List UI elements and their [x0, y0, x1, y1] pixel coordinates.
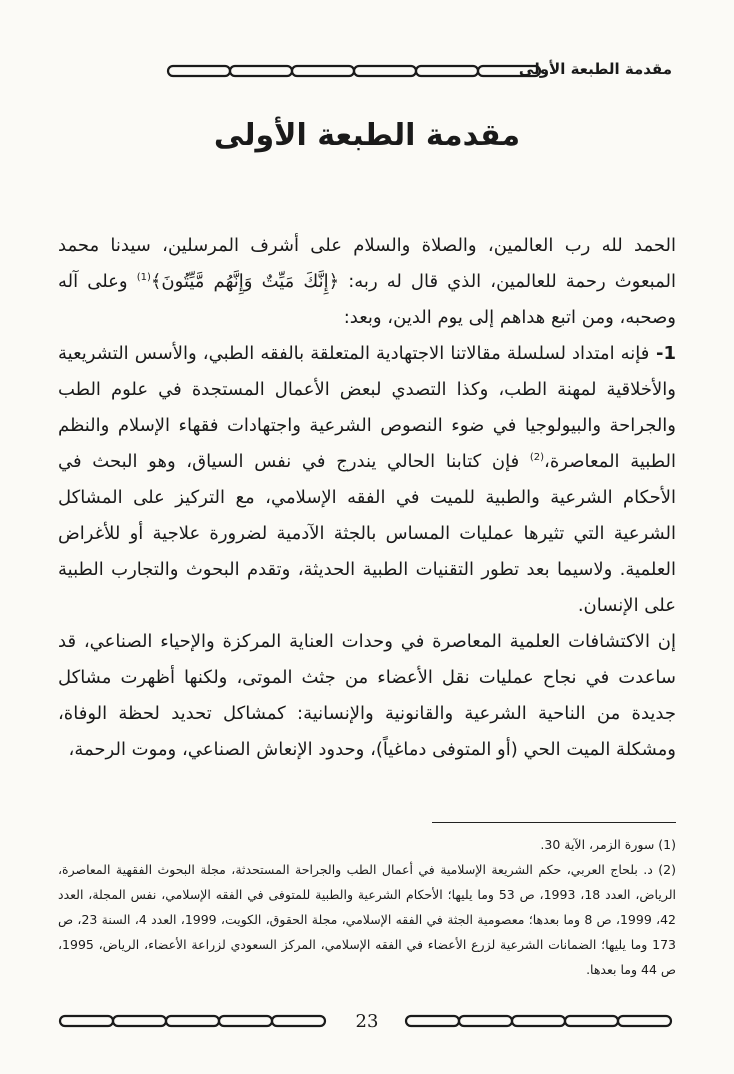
paragraph-2-text-a: فإنه امتداد لسلسلة مقالاتنا الاجتهادية المتعلقة بالفقه الطبي، والأسس التشريعية والأخلاقية لمهنة الطب، وكذا التصدي لبعض الأعمال المستجدة في علوم الطب والجراحة والبيولوجيا في ضوء النصوص الشرعية واجتهادات فقهاء الإسلام والنظم الطبية المعاصرة،	[58, 343, 676, 472]
paragraph-2-text-b: فإن كتابنا الحالي يندرج في نفس السياق، وهو البحث في الأحكام الشرعية والطبية للميت في الفقه الإسلامي، مع التركيز على المشاكل الشرعية التي تثيرها عمليات المساس بالجثة الآدمية لضرورة علاجية أو للأغراض العلمية. ولاسيما بعد تطور التقنيات الطبية الحديثة، وتقدم البحوث والتجارب الطبية على الإنسان.	[58, 451, 676, 616]
quran-verse: ﴿إِنَّكَ مَيِّتٌ وَإِنَّهُم مَّيِّتُونَ﴾	[150, 271, 340, 292]
footnote-separator	[432, 822, 676, 823]
body-text	[58, 228, 676, 768]
footer-ornament-left	[58, 1014, 328, 1028]
header-ornament	[166, 64, 546, 78]
page-title: مقدمة الطبعة الأولى	[213, 118, 521, 153]
footnote-ref-2: (2)	[529, 452, 545, 463]
footnotes	[58, 832, 676, 982]
paragraph-2	[58, 336, 676, 624]
footer-ornament-right	[404, 1014, 676, 1028]
paragraph-3: إن الاكتشافات العلمية المعاصرة في وحدات العناية المركزة والإحياء الصناعي، قد ساعدت في نجاح عمليات نقل الأعضاء من جثث الموتى، ولكنها أظهرت مشاكل جديدة من الناحية الشرعية والقانونية والإنسانية: كمشاكل تحديد لحظة الوفاة، ومشكلة الميت الحي (أو المتوفى دماغياً)، وحدود الإنعاش الصناعي، وموت الرحمة،	[58, 631, 676, 760]
footnote-2: (2) د. بلحاج العربي، حكم الشريعة الإسلامية في أعمال الطب والجراحة المستحدثة، مجلة البحوث الفقهية المعاصرة، الرياض، العدد 18، 1993، ص 53 وما يليها؛ الأحكام الشرعية والطبية للمتوفى في الفقه الإسلامي، نفس المجلة، العدد 42، 1999، ص 8 وما بعدها؛ معصومية الجثة في الفقه الإسلامي، مجلة الحقوق، الكويت، 1999، العدد 4، السنة 23، ص 173 وما يليها؛ الضمانات الشرعية لزرع الأعضاء في الفقه الإسلامي، المركز السعودي لزراعة الأعضاء، الرياض، 1995، ص 44 وما بعدها.	[58, 862, 676, 977]
footnote-1: (1) سورة الزمر، الآية 30.	[540, 837, 676, 852]
paragraph-1-text-b: وعلى آله وصحبه، ومن اتبع هداهم إلى يوم الدين، وبعد:	[58, 271, 676, 328]
paragraph-1	[58, 228, 676, 336]
running-header: مقدمة الطبعة الأولى	[518, 60, 672, 78]
footnote-ref-1: (1)	[136, 272, 151, 283]
paragraph-1-text-a: الحمد لله رب العالمين، والصلاة والسلام على أشرف المرسلين، سيدنا محمد المبعوث رحمة للعالمين، الذي قال له ربه:	[58, 235, 676, 292]
page-number: 23	[355, 1011, 379, 1032]
paragraph-2-number: 1-	[649, 343, 676, 364]
